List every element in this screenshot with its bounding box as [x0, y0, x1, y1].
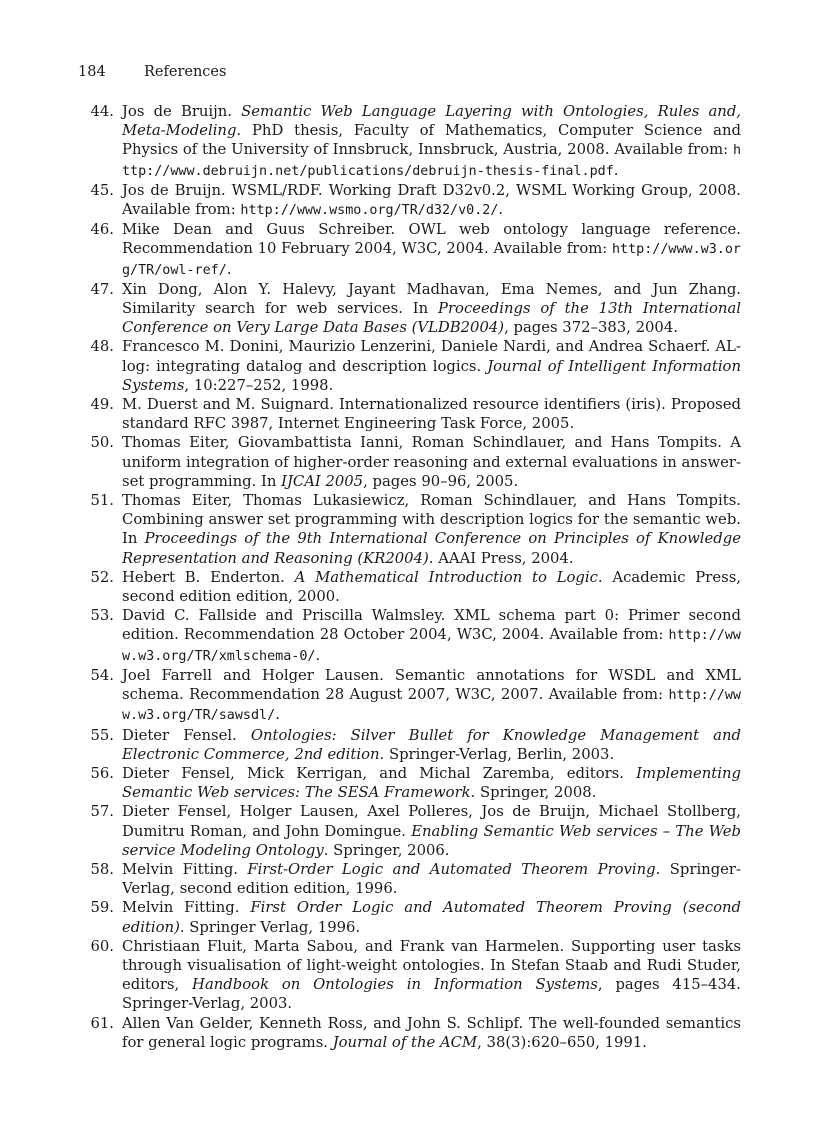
reference-number: 53.	[90, 607, 114, 625]
reference-entry	[78, 666, 741, 726]
reference-text: . Springer, 2006.	[323, 841, 450, 859]
reference-number: 57.	[90, 803, 114, 821]
reference-entry	[78, 280, 741, 338]
reference-text: M. Duerst and M. Suignard. Internationalized resource identifiers (iris). Proposed standard RFC 3987, Internet Engineering Task Force, 2005.	[122, 396, 741, 433]
reference-title: First Order Logic and Automated Theorem Proving (second edition)	[122, 899, 742, 936]
running-head	[78, 63, 226, 82]
reference-title: IJCAI 2005	[281, 472, 364, 490]
reference-title: Semantic Web Language Layering with Ontologies, Rules and, Meta-Modeling.	[122, 103, 741, 140]
reference-text: Thomas Eiter, Giovambattista Ianni, Roman Schindlauer, and Hans Tompits. A uniform integration of higher-order reasoning and external evaluations in answer-set programming. In	[122, 434, 741, 490]
reference-title: Ontologies: Silver Bullet for Knowledge Management and Electronic Commerce, 2nd edition	[122, 726, 741, 763]
reference-entry	[78, 937, 741, 1014]
reference-text: Joel Farrell and Holger Lausen. Semantic annotations for WSDL and XML schema. Recommendation 28 August 2007, W3C, 2007. Available from:	[122, 666, 741, 704]
reference-text: .	[315, 646, 321, 664]
reference-number: 60.	[90, 937, 114, 955]
reference-text: , pages 415–434. Springer-Verlag, 2003.	[122, 976, 742, 1013]
reference-text: PhD thesis, Faculty of Mathematics, Computer Science and Physics of the University of Innsbruck, Innsbruck, Austria, 2008. Available from:	[122, 122, 741, 159]
reference-number: 58.	[90, 860, 114, 878]
reference-entry	[78, 395, 741, 433]
reference-text: .	[226, 260, 232, 278]
reference-text: , 38(3):620–650, 1991.	[477, 1033, 647, 1051]
reference-url-link[interactable]: http://www.debruijn.net/publications/debruijn-thesis-final.pdf	[122, 143, 741, 179]
reference-entry	[78, 568, 741, 606]
reference-entry	[78, 764, 741, 802]
reference-text: Francesco M. Donini, Maurizio Lenzerini, Daniele Nardi, and Andrea Schaerf. AL-log: integrating datalog and description logics.	[122, 338, 741, 375]
reference-text: Dieter Fensel, Mick Kerrigan, and Michal Zaremba, editors.	[122, 764, 637, 782]
reference-text: , pages 372–383, 2004.	[504, 319, 678, 337]
reference-number: 51.	[90, 492, 114, 510]
reference-entry	[78, 1014, 741, 1052]
reference-entry	[78, 802, 741, 860]
reference-title: Enabling Semantic Web services – The Web service Modeling Ontology	[122, 822, 741, 859]
reference-text: Melvin Fitting.	[122, 899, 251, 917]
reference-number: 55.	[90, 726, 114, 744]
reference-entry	[78, 433, 741, 491]
page-number: 184	[78, 64, 106, 80]
reference-entry	[78, 606, 741, 666]
reference-entry	[78, 102, 741, 181]
reference-number: 50.	[90, 434, 114, 452]
reference-number: 59.	[90, 899, 114, 917]
reference-list	[78, 102, 741, 1052]
reference-text: . AAAI Press, 2004.	[428, 549, 574, 567]
reference-url-link[interactable]: http://www.w3.org/TR/xmlschema-0/	[122, 628, 741, 664]
reference-text: .	[613, 161, 619, 179]
reference-text: .	[275, 706, 280, 724]
reference-title: Implementing Semantic Web services: The SESA Framework	[122, 764, 741, 802]
reference-text: . Springer-Verlag, second edition edition, 1996.	[122, 860, 742, 898]
reference-url-link[interactable]: http://www.w3.org/TR/owl-ref/	[122, 242, 741, 278]
reference-text: Xin Dong, Alon Y. Halevy, Jayant Madhavan, Ema Nemes, and Jun Zhang. Similarity search for web services. In	[122, 280, 741, 318]
reference-number: 52.	[90, 568, 114, 586]
reference-text: .	[498, 201, 504, 219]
reference-entry	[78, 860, 741, 898]
reference-text: Allen Van Gelder, Kenneth Ross, and John S. Schlipf. The well-founded semantics for general logic programs.	[122, 1014, 741, 1051]
reference-number: 46.	[90, 221, 114, 239]
reference-title: Handbook on Ontologies in Information Systems	[192, 976, 598, 994]
reference-text: Christiaan Fluit, Marta Sabou, and Frank van Harmelen. Supporting user tasks through visualisation of light-weight ontologies. In Stefan Staab and Rudi Studer, editors,	[122, 937, 741, 994]
reference-text: Dieter Fensel.	[122, 726, 251, 744]
reference-number: 49.	[90, 396, 114, 414]
reference-text: . Springer Verlag, 1996.	[179, 918, 361, 936]
reference-text: Jos de Bruijn.	[122, 103, 242, 120]
reference-text: Mike Dean and Guus Schreiber. OWL web ontology language reference. Recommendation 10 February 2004, W3C, 2004. Available from:	[122, 221, 741, 258]
reference-entry	[78, 726, 741, 764]
reference-text: Melvin Fitting.	[122, 860, 248, 878]
reference-url-link[interactable]: http://www.w3.org/TR/sawsdl/	[122, 688, 741, 724]
reference-text: Thomas Eiter, Thomas Lukasiewicz, Roman Schindlauer, and Hans Tompits. Combining answer set programming with description logics for the semantic web. In	[122, 492, 741, 548]
reference-text: , pages 90–96, 2005.	[363, 472, 519, 490]
reference-title: A Mathematical Introduction to Logic	[294, 568, 598, 586]
reference-entry	[78, 220, 741, 280]
reference-number: 54.	[90, 666, 114, 684]
section-title: References	[144, 64, 227, 80]
reference-text: Hebert B. Enderton.	[122, 568, 295, 586]
reference-text: . Springer-Verlag, Berlin, 2003.	[379, 745, 615, 763]
reference-text: David C. Fallside and Priscilla Walmsley. XML schema part 0: Primer second edition. Recommendation 28 October 2004, W3C, 2004. Available from:	[122, 607, 741, 644]
reference-number: 61.	[90, 1014, 114, 1032]
reference-title: Journal of the ACM	[332, 1033, 478, 1051]
reference-entry	[78, 181, 741, 220]
reference-number: 56.	[90, 764, 114, 782]
reference-title: Proceedings of the 9th International Conference on Principles of Knowledge Representation and Reasoning (KR2004)	[122, 530, 741, 567]
reference-title: Proceedings of the 13th International Conference on Very Large Data Bases (VLDB2004)	[122, 300, 741, 337]
reference-entry	[78, 337, 741, 395]
reference-number: 47.	[90, 280, 114, 298]
reference-number: 45.	[90, 181, 114, 199]
reference-entry	[78, 898, 741, 936]
reference-text: Jos de Bruijn. WSML/RDF. Working Draft D32v0.2, WSML Working Group, 2008. Available from:	[122, 181, 741, 219]
reference-entry	[78, 491, 741, 568]
reference-number: 48.	[90, 338, 114, 356]
reference-url-link[interactable]: http://www.wsmo.org/TR/d32/v0.2/	[240, 203, 499, 219]
reference-title: First-Order Logic and Automated Theorem Proving	[247, 860, 656, 878]
reference-text: Dieter Fensel, Holger Lausen, Axel Polleres, Jos de Bruijn, Michael Stollberg, Dumitru Roman, and John Domingue.	[122, 803, 741, 840]
reference-text: , 10:227–252, 1998.	[184, 376, 334, 394]
reference-number: 44.	[90, 103, 114, 120]
reference-text: . Academic Press, second edition edition, 2000.	[122, 568, 741, 606]
reference-title: Journal of Intelligent Information Systems	[122, 357, 741, 394]
reference-text: . Springer, 2008.	[470, 784, 597, 802]
